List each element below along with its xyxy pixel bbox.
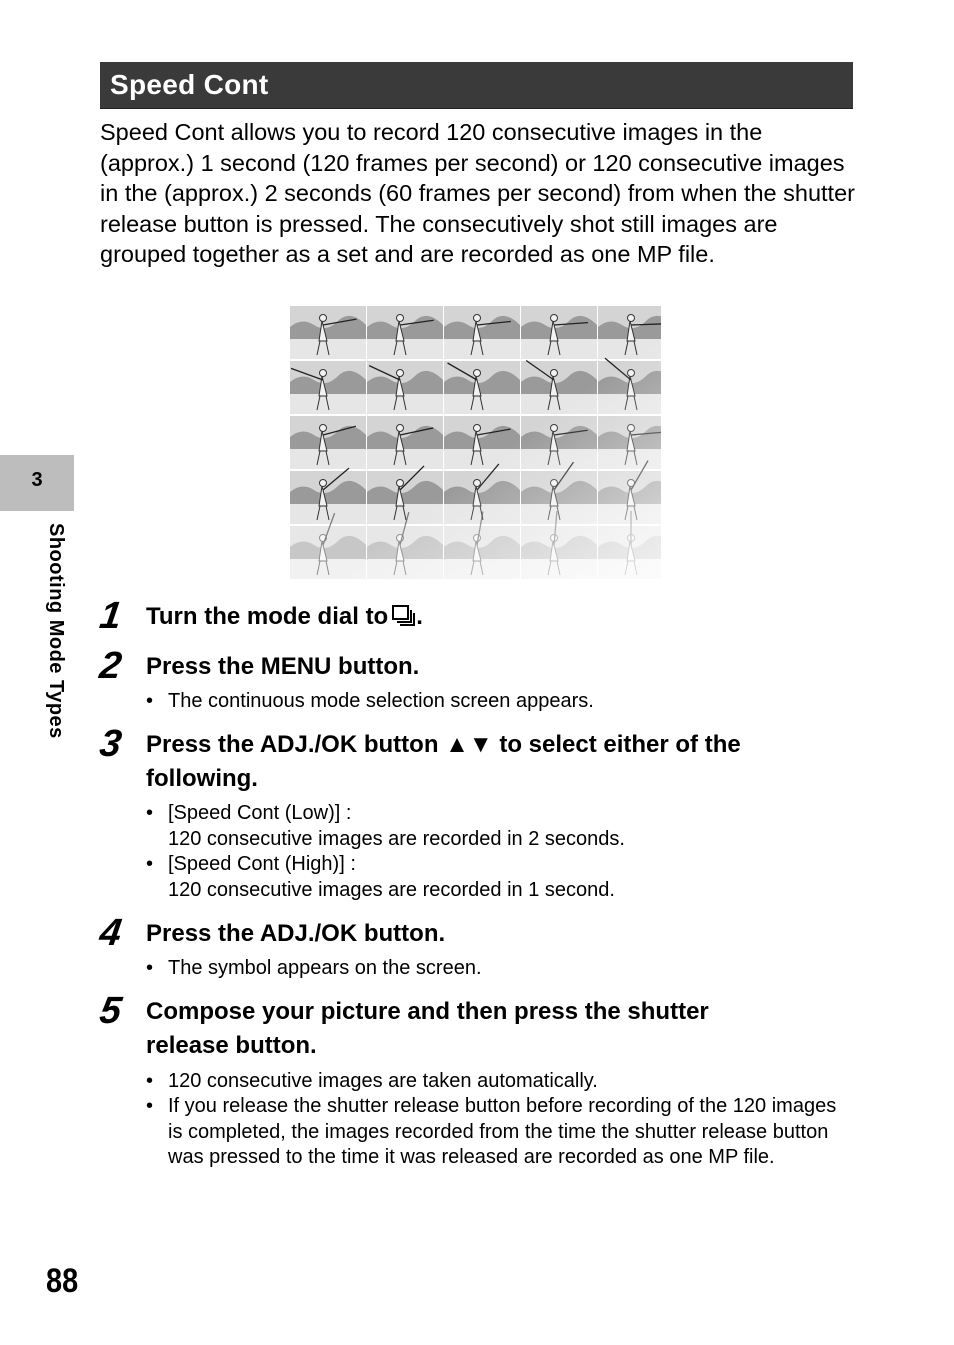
bullet-text: 120 consecutive images are taken automatically.: [168, 1070, 598, 1092]
step-5-number: 5: [97, 990, 125, 1032]
step-3-text-line2: following.: [146, 765, 258, 792]
section-title: Speed Cont: [110, 69, 269, 100]
continuous-mode-icon: [392, 605, 416, 627]
step-1-text: [146, 600, 846, 634]
chapter-title: Shooting Mode Types: [45, 523, 67, 739]
step-4-text: Press the ADJ./OK button.: [146, 920, 446, 947]
step-5-bullet-1: [146, 1069, 856, 1095]
bullet-dot: •: [146, 853, 154, 875]
bullet-dot: •: [146, 1095, 154, 1117]
step-2-text: Press the MENU button.: [146, 653, 420, 680]
step-1-label: Turn the mode dial to: [146, 603, 389, 630]
bullet-text: The symbol appears on the screen.: [168, 957, 482, 979]
bullet-dot: •: [146, 802, 154, 824]
intro-paragraph: Speed Cont allows you to record 120 consecutive images in the (approx.) 1 second (120 frames per second) or 120 consecutive images in the (approx.) 2 seconds (60 frames per second) from when the shutter release button is pressed. The consecutively shot still images are grouped together as a set and are recorded as one MP file.: [100, 119, 855, 267]
step-2-number: 2: [97, 645, 125, 687]
step-5-text-line2: release button.: [146, 1032, 317, 1059]
step-3-bullet-high: [146, 852, 856, 903]
step-5-bullet-2: [146, 1094, 856, 1171]
bullet-dot: •: [146, 690, 154, 712]
bullet-text-line1: [Speed Cont (High)] :: [168, 853, 356, 875]
step-4-bullet: [146, 956, 856, 982]
bullet-text-line2: 120 consecutive images are recorded in 2 seconds.: [168, 827, 625, 850]
chapter-tab: [0, 455, 74, 511]
step-3-bullet-low: [146, 801, 856, 852]
step-2-bullet: [146, 689, 856, 715]
step-1-number: 1: [97, 595, 125, 637]
section-title-bar: [100, 62, 853, 109]
bullet-text: If you release the shutter release button before recording of the 120 images is completed, the images recorded from the time the shutter release button was pressed to the time it was released are recorded as one MP file.: [168, 1095, 837, 1168]
step-1-suffix: .: [416, 603, 423, 630]
step-4-number: 4: [97, 912, 125, 954]
bullet-text: The continuous mode selection screen appears.: [168, 690, 594, 712]
step-5-text-line1: Compose your picture and then press the shutter: [146, 998, 709, 1025]
bullet-text-line2: 120 consecutive images are recorded in 1 second.: [168, 878, 615, 901]
step-3-text-line1: Press the ADJ./OK button ▲▼ to select either of the: [146, 731, 741, 758]
bullet-text-line1: [Speed Cont (Low)] :: [168, 802, 352, 824]
step-3-number: 3: [97, 723, 125, 765]
bullet-dot: •: [146, 1070, 154, 1092]
chapter-number: 3: [31, 469, 43, 491]
bullet-dot: •: [146, 957, 154, 979]
page-number: 88: [46, 1262, 79, 1300]
golf-swing-sequence-illustration: [290, 305, 661, 581]
